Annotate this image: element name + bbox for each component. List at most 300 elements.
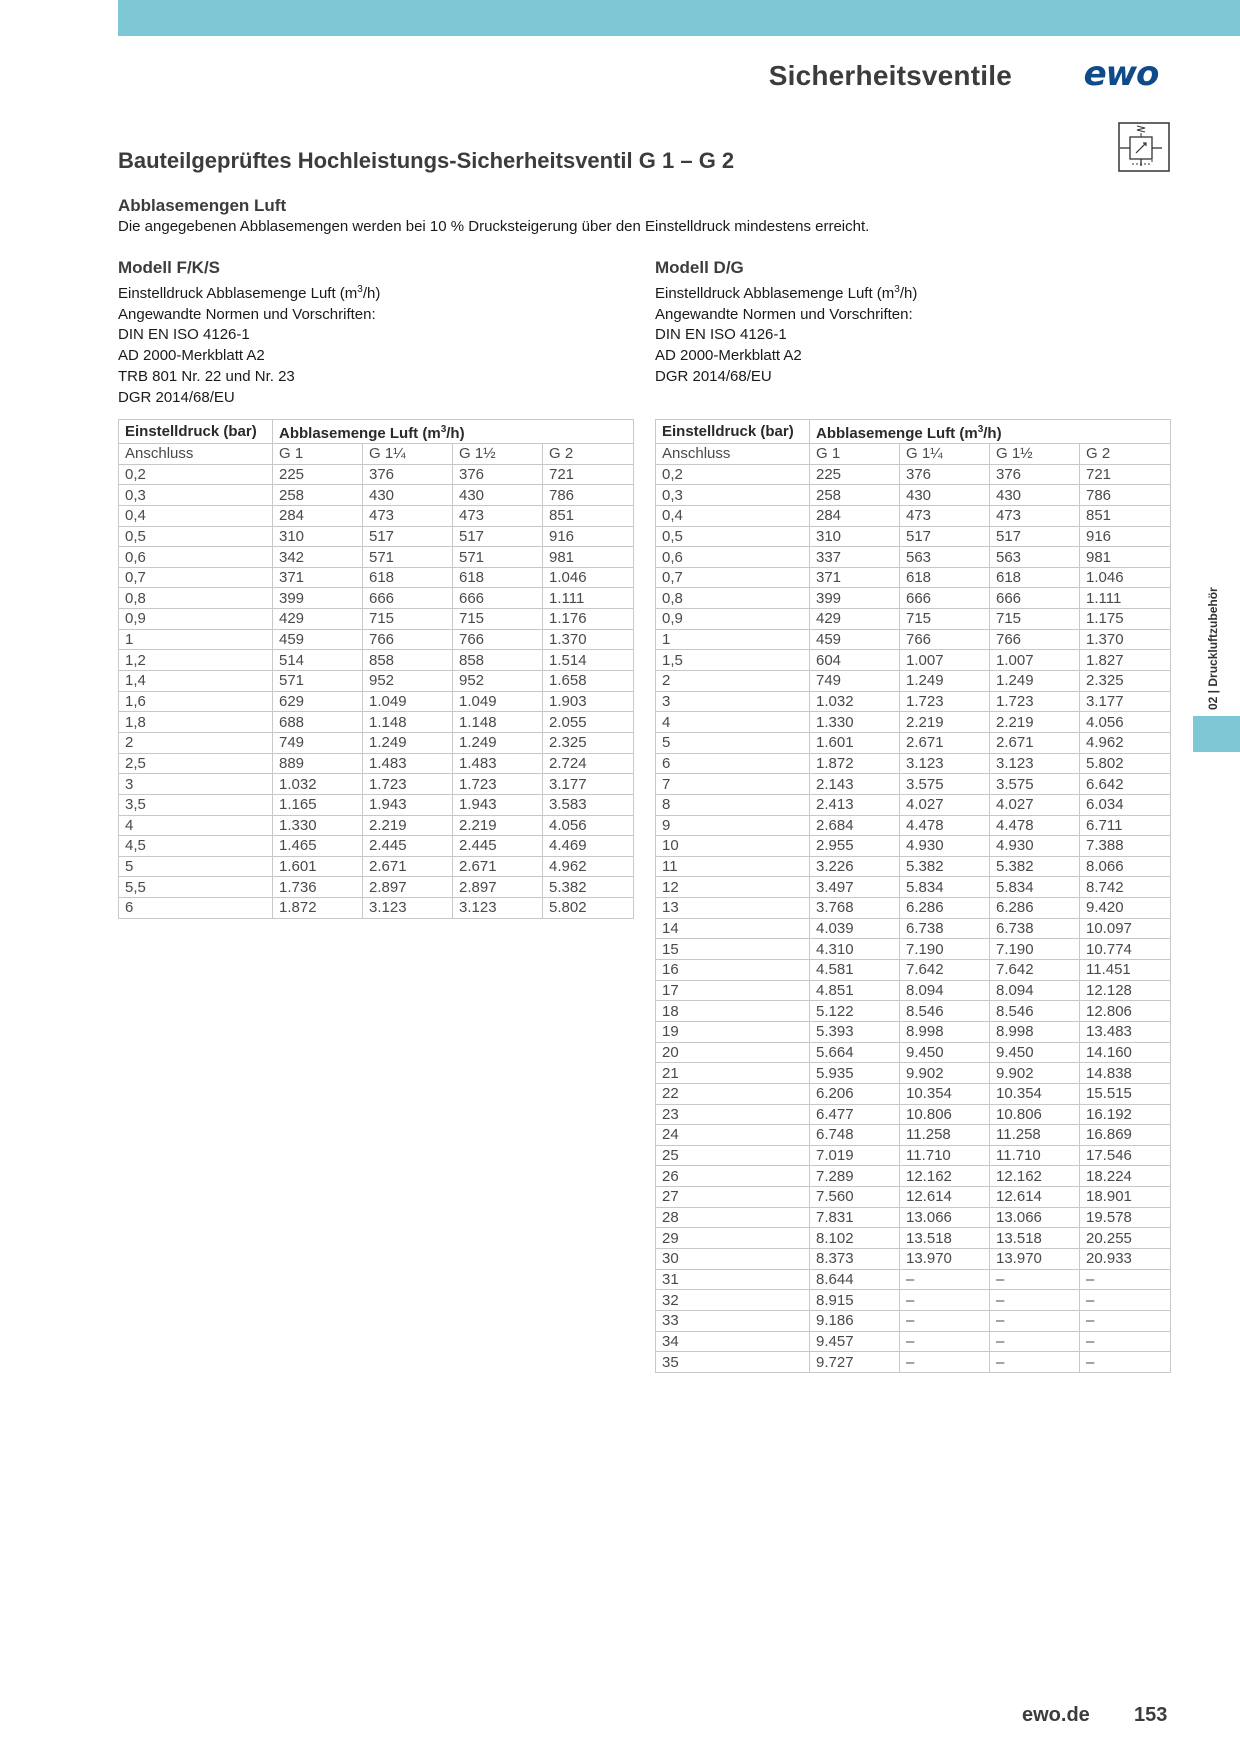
flow-cell: 3.583	[543, 794, 634, 815]
flow-cell: 11.710	[900, 1145, 990, 1166]
flow-cell: 1.483	[453, 753, 543, 774]
flow-cell: 786	[1080, 485, 1171, 506]
flow-cell: 2.671	[363, 856, 453, 877]
flow-cell: 2.671	[453, 856, 543, 877]
flow-cell: 1.176	[543, 609, 634, 630]
flow-cell: 715	[453, 609, 543, 630]
flow-cell: 571	[363, 547, 453, 568]
flow-cell: 8.094	[990, 980, 1080, 1001]
flow-cell: 310	[273, 526, 363, 547]
flow-cell: 6.738	[990, 918, 1080, 939]
pressure-cell: 0,9	[119, 609, 273, 630]
flow-cell: 1.943	[363, 794, 453, 815]
flow-cell: 4.851	[810, 980, 900, 1001]
flow-cell: 430	[990, 485, 1080, 506]
flow-cell: 3.226	[810, 856, 900, 877]
flow-cell: –	[990, 1290, 1080, 1311]
flow-cell: 376	[900, 464, 990, 485]
flow-cell: 666	[453, 588, 543, 609]
flow-cell: 1.111	[1080, 588, 1171, 609]
table-row	[656, 1104, 1171, 1125]
pressure-cell: 32	[656, 1290, 810, 1311]
flow-cell: 7.289	[810, 1166, 900, 1187]
flow-cell: 2.671	[990, 732, 1080, 753]
table-row	[656, 1042, 1171, 1063]
table-row	[119, 753, 634, 774]
flow-cell: 4.056	[1080, 712, 1171, 733]
table-row	[656, 815, 1171, 836]
flow-cell: 1.049	[453, 691, 543, 712]
flow-cell: 2.445	[363, 836, 453, 857]
flow-cell: 4.027	[990, 794, 1080, 815]
flow-cell: 1.943	[453, 794, 543, 815]
flow-cell: 9.902	[900, 1063, 990, 1084]
flow-cell: 1.148	[363, 712, 453, 733]
table-row	[119, 794, 634, 815]
flow-cell: 4.930	[900, 836, 990, 857]
flow-cell: 3.123	[453, 898, 543, 919]
flow-cell: 13.066	[990, 1207, 1080, 1228]
pressure-cell: 17	[656, 980, 810, 1001]
flow-cell: 5.834	[990, 877, 1080, 898]
subheader-cell: Anschluss	[119, 444, 273, 465]
flow-cell: 981	[543, 547, 634, 568]
flow-cell: 2.219	[900, 712, 990, 733]
pressure-cell: 31	[656, 1269, 810, 1290]
flow-cell: 10.354	[900, 1083, 990, 1104]
flow-cell: 952	[363, 671, 453, 692]
flow-cell: 8.998	[990, 1021, 1080, 1042]
flow-cell: 376	[990, 464, 1080, 485]
flow-cell: 858	[363, 650, 453, 671]
flow-cell: 2.445	[453, 836, 543, 857]
subheader-cell: G 1½	[453, 444, 543, 465]
flow-cell: –	[990, 1331, 1080, 1352]
flow-cell: 517	[990, 526, 1080, 547]
footer-website[interactable]: ewo.de	[1022, 1704, 1090, 1726]
table-row	[656, 505, 1171, 526]
table-row	[656, 856, 1171, 877]
chapter-side-label	[1206, 580, 1230, 710]
flow-cell: 629	[273, 691, 363, 712]
pressure-cell: 12	[656, 877, 810, 898]
flow-cell: 1.032	[273, 774, 363, 795]
flow-cell: 15.515	[1080, 1083, 1171, 1104]
flow-cell: 12.614	[990, 1187, 1080, 1208]
flow-cell: 4.039	[810, 918, 900, 939]
table-row	[656, 898, 1171, 919]
pressure-cell: 0,3	[656, 485, 810, 506]
flow-cell: 284	[810, 505, 900, 526]
table-row	[656, 1021, 1171, 1042]
flow-cell: 6.642	[1080, 774, 1171, 795]
table-header-row	[656, 420, 1171, 444]
flow-cell: 5.802	[543, 898, 634, 919]
flow-cell: 1.165	[273, 794, 363, 815]
subheader-cell: G 1¼	[363, 444, 453, 465]
flow-cell: 563	[990, 547, 1080, 568]
pressure-cell: 0,6	[119, 547, 273, 568]
table-row	[656, 567, 1171, 588]
flow-cell: 604	[810, 650, 900, 671]
flow-cell: 258	[273, 485, 363, 506]
table-row	[656, 1269, 1171, 1290]
flow-cell: 376	[453, 464, 543, 485]
flow-cell: 571	[453, 547, 543, 568]
table-row	[119, 815, 634, 836]
pressure-cell: 1,4	[119, 671, 273, 692]
flow-cell: 8.644	[810, 1269, 900, 1290]
flow-cell: 5.122	[810, 1001, 900, 1022]
table-row	[119, 609, 634, 630]
flow-cell: 7.190	[990, 939, 1080, 960]
pressure-cell: 0,7	[656, 567, 810, 588]
pressure-cell: 1,8	[119, 712, 273, 733]
flow-cell: 1.723	[900, 691, 990, 712]
pressure-cell: 18	[656, 1001, 810, 1022]
table-row	[119, 732, 634, 753]
flow-cell: 459	[273, 629, 363, 650]
table-row	[656, 960, 1171, 981]
flow-cell: 8.915	[810, 1290, 900, 1311]
model-title: Modell D/G	[655, 258, 744, 277]
flow-cell: 5.802	[1080, 753, 1171, 774]
pressure-cell: 7	[656, 774, 810, 795]
flow-cell: –	[990, 1352, 1080, 1373]
flow-cell: 4.056	[543, 815, 634, 836]
flow-cell: 13.483	[1080, 1021, 1171, 1042]
flow-cell: 1.903	[543, 691, 634, 712]
section-intro-text: Die angegebenen Abblasemengen werden bei 10 % Drucksteigerung über den Einstelldruck mindestens erreicht.	[118, 218, 870, 235]
flow-cell: 981	[1080, 547, 1171, 568]
table-row	[119, 774, 634, 795]
flow-cell: 429	[810, 609, 900, 630]
table-row	[656, 1228, 1171, 1249]
table-row	[119, 712, 634, 733]
flow-cell: 766	[453, 629, 543, 650]
pressure-cell: 30	[656, 1248, 810, 1269]
model-description-text-end: /h)	[362, 285, 381, 302]
flow-cell: 2.055	[543, 712, 634, 733]
flow-cell: 2.955	[810, 836, 900, 857]
flow-cell: 18.224	[1080, 1166, 1171, 1187]
flow-cell: –	[990, 1269, 1080, 1290]
flow-cell: 618	[453, 567, 543, 588]
flow-cell: 2.325	[1080, 671, 1171, 692]
pressure-cell: 1,5	[656, 650, 810, 671]
norm-line: Angewandte Normen und Vorschriften:	[655, 305, 913, 323]
pressure-cell: 9	[656, 815, 810, 836]
safety-valve-symbol-icon	[1118, 122, 1170, 172]
pressure-cell: 28	[656, 1207, 810, 1228]
page-number: 153	[1134, 1704, 1168, 1726]
unit-superscript: 3	[977, 424, 984, 435]
table-row	[656, 691, 1171, 712]
flow-cell: 399	[810, 588, 900, 609]
flow-cell: 429	[273, 609, 363, 630]
flow-cell: 2.724	[543, 753, 634, 774]
flow-table-fks	[118, 419, 634, 919]
table-row	[656, 1083, 1171, 1104]
col-header-flow-text-end: /h)	[983, 425, 1002, 442]
flow-cell: 749	[273, 732, 363, 753]
flow-cell: –	[990, 1310, 1080, 1331]
pressure-cell: 25	[656, 1145, 810, 1166]
table-row	[656, 1187, 1171, 1208]
norm-line: TRB 801 Nr. 22 und Nr. 23	[118, 367, 295, 385]
flow-cell: 3.123	[990, 753, 1080, 774]
ewo-logo	[1072, 58, 1170, 90]
flow-cell: 4.027	[900, 794, 990, 815]
unit-superscript: 3	[440, 424, 447, 435]
flow-cell: 851	[543, 505, 634, 526]
pressure-cell: 21	[656, 1063, 810, 1084]
flow-cell: 1.330	[810, 712, 900, 733]
table-row	[656, 1290, 1171, 1311]
pressure-cell: 0,6	[656, 547, 810, 568]
table-row	[656, 1145, 1171, 1166]
pressure-cell: 35	[656, 1352, 810, 1373]
flow-cell: 16.192	[1080, 1104, 1171, 1125]
flow-cell: –	[900, 1331, 990, 1352]
flow-cell: 10.354	[990, 1083, 1080, 1104]
flow-cell: 1.330	[273, 815, 363, 836]
flow-cell: 563	[900, 547, 990, 568]
flow-cell: 9.450	[900, 1042, 990, 1063]
model-description-text-end: /h)	[899, 285, 918, 302]
flow-cell: 10.806	[900, 1104, 990, 1125]
flow-cell: 8.102	[810, 1228, 900, 1249]
flow-cell: –	[900, 1310, 990, 1331]
flow-cell: 1.370	[1080, 629, 1171, 650]
table-row	[656, 1001, 1171, 1022]
flow-cell: 2.143	[810, 774, 900, 795]
flow-cell: 11.258	[990, 1125, 1080, 1146]
subheader-cell: Anschluss	[656, 444, 810, 465]
flow-cell: 6.738	[900, 918, 990, 939]
flow-cell: 4.469	[543, 836, 634, 857]
flow-cell: 6.206	[810, 1083, 900, 1104]
table-row	[119, 505, 634, 526]
pressure-cell: 6	[656, 753, 810, 774]
table-row	[656, 836, 1171, 857]
flow-cell: 766	[900, 629, 990, 650]
flow-cell: 688	[273, 712, 363, 733]
top-accent-bar	[118, 0, 1240, 36]
pressure-cell: 10	[656, 836, 810, 857]
table-row	[656, 609, 1171, 630]
col-header-flow-text: Abblasemenge Luft (m	[279, 425, 441, 442]
model-block-dg	[655, 258, 1175, 388]
subheader-cell: G 2	[1080, 444, 1171, 465]
table-row	[656, 526, 1171, 547]
flow-cell: 376	[363, 464, 453, 485]
pressure-cell: 0,4	[119, 505, 273, 526]
pressure-cell: 0,5	[656, 526, 810, 547]
table-row	[656, 1063, 1171, 1084]
flow-cell: 13.970	[900, 1248, 990, 1269]
flow-cell: 18.901	[1080, 1187, 1171, 1208]
flow-cell: 1.049	[363, 691, 453, 712]
model-block-fks	[118, 258, 638, 408]
flow-cell: 17.546	[1080, 1145, 1171, 1166]
pressure-cell: 0,7	[119, 567, 273, 588]
flow-cell: 1.111	[543, 588, 634, 609]
norm-line: DGR 2014/68/EU	[655, 367, 772, 385]
pressure-cell: 33	[656, 1310, 810, 1331]
flow-cell: 2.219	[990, 712, 1080, 733]
flow-cell: 11.451	[1080, 960, 1171, 981]
pressure-cell: 23	[656, 1104, 810, 1125]
flow-cell: 1.046	[543, 567, 634, 588]
flow-cell: 889	[273, 753, 363, 774]
flow-cell: 12.806	[1080, 1001, 1171, 1022]
flow-cell: 9.902	[990, 1063, 1080, 1084]
table-row	[656, 980, 1171, 1001]
flow-cell: 1.736	[273, 877, 363, 898]
norm-line: AD 2000-Merkblatt A2	[655, 347, 802, 365]
table-row	[656, 1125, 1171, 1146]
table-subheader-row	[119, 444, 634, 465]
pressure-cell: 8	[656, 794, 810, 815]
pressure-cell: 1	[119, 629, 273, 650]
norm-line: AD 2000-Merkblatt A2	[118, 347, 265, 365]
norm-line: DGR 2014/68/EU	[118, 388, 235, 406]
pressure-cell: 2,5	[119, 753, 273, 774]
table-row	[656, 877, 1171, 898]
subheader-cell: G 1½	[990, 444, 1080, 465]
flow-cell: 473	[363, 505, 453, 526]
flow-cell: 618	[990, 567, 1080, 588]
table-row	[656, 1331, 1171, 1352]
flow-cell: 715	[990, 609, 1080, 630]
pressure-cell: 6	[119, 898, 273, 919]
flow-cell: 20.933	[1080, 1248, 1171, 1269]
flow-cell: 517	[900, 526, 990, 547]
chapter-tab-marker	[1193, 716, 1240, 752]
flow-cell: 399	[273, 588, 363, 609]
pressure-cell: 24	[656, 1125, 810, 1146]
flow-cell: 4.478	[900, 815, 990, 836]
flow-cell: 9.727	[810, 1352, 900, 1373]
flow-cell: 7.642	[990, 960, 1080, 981]
flow-cell: 310	[810, 526, 900, 547]
flow-cell: 14.160	[1080, 1042, 1171, 1063]
flow-cell: 8.546	[900, 1001, 990, 1022]
norm-line: DIN EN ISO 4126-1	[655, 326, 787, 344]
flow-cell: 851	[1080, 505, 1171, 526]
flow-cell: 3.177	[1080, 691, 1171, 712]
flow-cell: 225	[810, 464, 900, 485]
flow-cell: 666	[363, 588, 453, 609]
table-row	[119, 526, 634, 547]
flow-cell: 371	[810, 567, 900, 588]
pressure-cell: 4	[119, 815, 273, 836]
flow-cell: 7.831	[810, 1207, 900, 1228]
flow-table-dg	[655, 419, 1171, 1373]
flow-cell: 473	[900, 505, 990, 526]
flow-cell: 284	[273, 505, 363, 526]
flow-cell: 3.575	[990, 774, 1080, 795]
flow-cell: 571	[273, 671, 363, 692]
table-header-row	[119, 420, 634, 444]
flow-cell: 13.518	[900, 1228, 990, 1249]
flow-cell: –	[1080, 1331, 1171, 1352]
unit-superscript: 3	[357, 284, 363, 295]
flow-cell: 721	[543, 464, 634, 485]
flow-cell: 1.249	[900, 671, 990, 692]
flow-cell: –	[1080, 1290, 1171, 1311]
flow-cell: 1.723	[363, 774, 453, 795]
pressure-cell: 1,2	[119, 650, 273, 671]
flow-cell: 1.514	[543, 650, 634, 671]
flow-cell: 4.962	[543, 856, 634, 877]
flow-cell: 3.768	[810, 898, 900, 919]
flow-cell: 1.872	[810, 753, 900, 774]
table-row	[656, 712, 1171, 733]
main-title: Bauteilgeprüftes Hochleistungs-Sicherheitsventil G 1 – G 2	[118, 148, 735, 173]
flow-cell: 225	[273, 464, 363, 485]
pressure-cell: 0,8	[656, 588, 810, 609]
flow-cell: 4.478	[990, 815, 1080, 836]
flow-cell: 1.601	[273, 856, 363, 877]
flow-cell: 6.711	[1080, 815, 1171, 836]
table-row	[656, 650, 1171, 671]
subheader-cell: G 1¼	[900, 444, 990, 465]
col-header-flow-text-end: /h)	[446, 425, 465, 442]
flow-cell: 337	[810, 547, 900, 568]
flow-cell: 4.310	[810, 939, 900, 960]
pressure-cell: 0,8	[119, 588, 273, 609]
table-row	[119, 567, 634, 588]
flow-cell: 666	[900, 588, 990, 609]
flow-cell: 20.255	[1080, 1228, 1171, 1249]
pressure-cell: 0,3	[119, 485, 273, 506]
flow-cell: 1.175	[1080, 609, 1171, 630]
flow-cell: 1.658	[543, 671, 634, 692]
flow-cell: 8.066	[1080, 856, 1171, 877]
table-row	[656, 1352, 1171, 1373]
flow-cell: 1.046	[1080, 567, 1171, 588]
flow-cell: 1.723	[453, 774, 543, 795]
flow-cell: 1.483	[363, 753, 453, 774]
flow-cell: 7.019	[810, 1145, 900, 1166]
flow-cell: 1.007	[900, 650, 990, 671]
pressure-cell: 16	[656, 960, 810, 981]
flow-cell: 6.477	[810, 1104, 900, 1125]
flow-cell: 1.148	[453, 712, 543, 733]
flow-cell: 4.930	[990, 836, 1080, 857]
model-description	[655, 280, 1175, 305]
flow-cell: 7.642	[900, 960, 990, 981]
flow-cell: 2.897	[363, 877, 453, 898]
flow-cell: 1.370	[543, 629, 634, 650]
pressure-cell: 27	[656, 1187, 810, 1208]
flow-cell: 7.560	[810, 1187, 900, 1208]
flow-cell: 786	[543, 485, 634, 506]
flow-cell: 1.723	[990, 691, 1080, 712]
flow-cell: 952	[453, 671, 543, 692]
flow-cell: 916	[1080, 526, 1171, 547]
flow-cell: 12.614	[900, 1187, 990, 1208]
flow-cell: 766	[990, 629, 1080, 650]
pressure-cell: 26	[656, 1166, 810, 1187]
flow-cell: 2.219	[453, 815, 543, 836]
flow-cell: 19.578	[1080, 1207, 1171, 1228]
table-row	[656, 1207, 1171, 1228]
table-row	[656, 1166, 1171, 1187]
flow-cell: 916	[543, 526, 634, 547]
